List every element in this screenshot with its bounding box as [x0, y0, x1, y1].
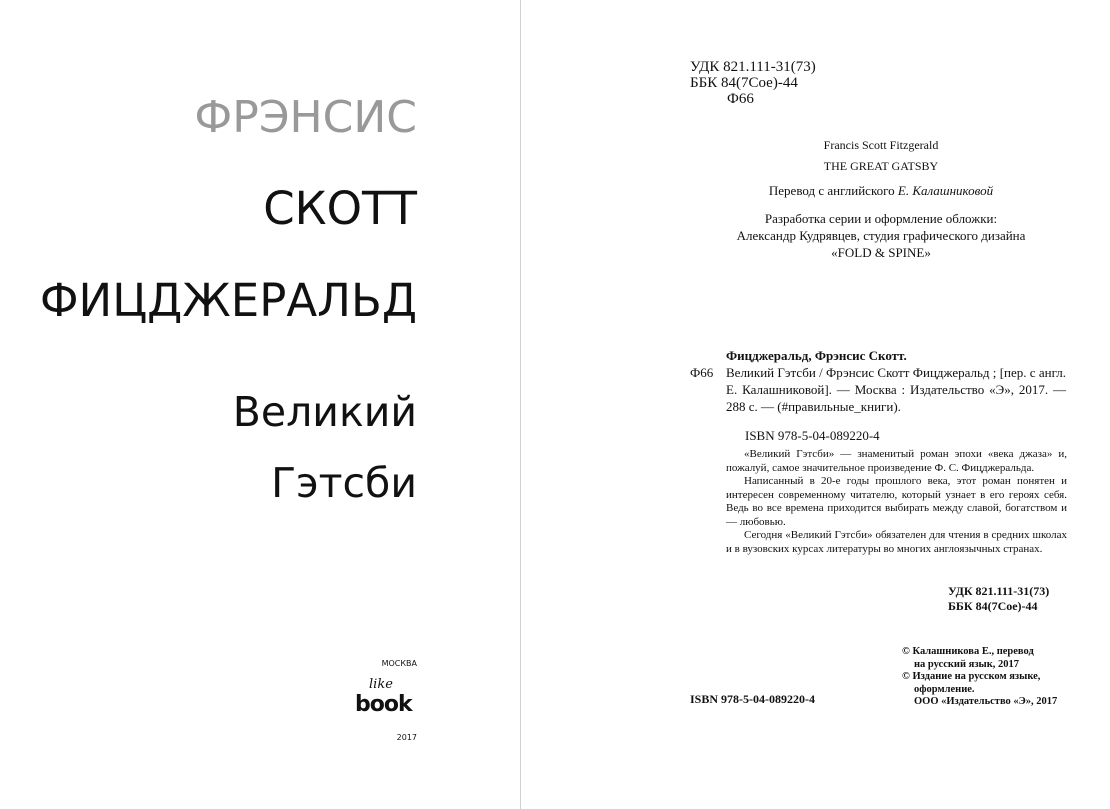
copyright-line: © Издание на русском языке, [902, 671, 1041, 682]
original-author: Francis Scott Fitzgerald [823, 138, 939, 152]
translation-prefix: Перевод с английского [768, 183, 895, 198]
annotation-paragraph: Сегодня «Великий Гэтсби» обязателен для чтения в средних школах и в вузовских курсах литературы во многих англоязычных странах. [726, 529, 1067, 555]
annotation [726, 448, 1067, 556]
right-page-imprint [521, 0, 1110, 809]
isbn-bottom: ISBN 978-5-04-089220-4 [690, 692, 815, 706]
udk-code: УДК 821.111-31(73) [690, 59, 816, 75]
publisher-city: МОСКВА [381, 659, 417, 668]
design-credit-line1: Разработка серии и оформление обложки: [764, 211, 998, 226]
annotation-paragraph: Написанный в 20-е годы прошлого века, этот роман понятен и интересен современному читателю, который узнает в его героях себя. Ведь во все времена приходится выбирать между славой, богатством и — любовью. [726, 475, 1067, 528]
design-credit [691, 210, 1071, 261]
bbk-code: ББК 84(7Сое)-44 [690, 75, 798, 91]
udk-code-bottom: УДК 821.111-31(73) [948, 584, 1050, 598]
original-title: THE GREAT GATSBY [823, 159, 939, 173]
book-title-line1: Великий [232, 388, 417, 436]
publication-year: 2017 [396, 733, 417, 742]
bib-heading: Фицджеральд, Фрэнсис Скотт. [726, 348, 907, 363]
author-last-name: ФИЦДЖЕРАЛЬД [39, 274, 417, 327]
design-credit-line3: «FOLD & SPINE» [831, 245, 931, 260]
classification-codes-bottom [948, 584, 1049, 614]
classification-codes [690, 59, 816, 107]
left-page-title-page [0, 0, 520, 809]
copyright-line: оформление. [914, 683, 975, 695]
bib-description: Великий Гэтсби / Фрэнсис Скотт Фицджеральд ; [пер. с англ. Е. Калашниковой]. — Москва : Издательство «Э», 2017. — 288 с. — (#правильные_книги). [726, 365, 1066, 414]
bbk-code-bottom: ББК 84(7Сое)-44 [948, 599, 1038, 613]
bib-author-code: Ф66 [690, 365, 714, 380]
copyright-block [902, 646, 1057, 709]
annotation-paragraph: «Великий Гэтсби» — знаменитый роман эпохи «века джаза» и, пожалуй, самое значительное произведение Ф. С. Фицджеральда. [726, 448, 1067, 474]
translation-credit [691, 183, 1071, 199]
logo-book-text: book [355, 692, 412, 717]
copyright-line: ООО «Издательство «Э», 2017 [914, 696, 1058, 707]
copyright-line: на русский язык, 2017 [914, 658, 1020, 670]
author-middle-name: СКОТТ [263, 182, 417, 235]
book-title-line2: Гэтсби [271, 459, 417, 507]
copyright-line: © Калашникова Е., перевод [902, 646, 1034, 657]
design-credit-line2: Александр Кудрявцев, студия графического дизайна [736, 228, 1026, 243]
author-first-name: ФРЭНСИС [194, 92, 417, 143]
publisher-logo [355, 677, 421, 721]
author-code: Ф66 [727, 91, 754, 107]
isbn-line: ISBN 978-5-04-089220-4 [745, 428, 880, 443]
logo-script-text: like [369, 677, 393, 692]
translator-name: Е. Калашниковой [897, 183, 994, 198]
